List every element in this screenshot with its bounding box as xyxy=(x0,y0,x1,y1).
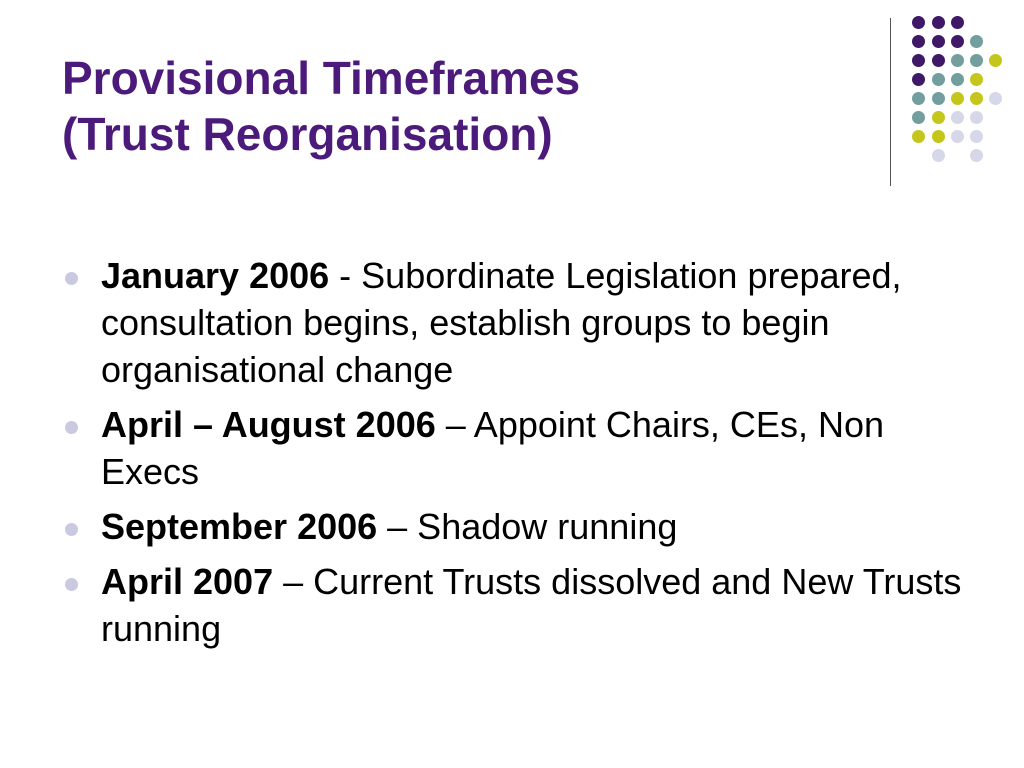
decorative-dot xyxy=(970,130,983,143)
decorative-dot xyxy=(932,54,945,67)
decorative-dot xyxy=(912,130,925,143)
bullet-icon xyxy=(65,272,78,285)
decorative-dot xyxy=(932,130,945,143)
decorative-dot xyxy=(970,54,983,67)
decorative-dot xyxy=(951,35,964,48)
decorative-dot xyxy=(932,149,945,162)
decorative-dot xyxy=(951,130,964,143)
decorative-dot xyxy=(970,111,983,124)
bullet-icon xyxy=(65,578,78,591)
decorative-dot-grid xyxy=(0,0,1024,200)
bullet-text: – Current Trusts dissolved and New Trusts running xyxy=(101,561,962,649)
bullet-item xyxy=(62,558,962,652)
decorative-dot xyxy=(970,149,983,162)
bullet-text: – Shadow running xyxy=(377,506,678,547)
bullet-date: April 2007 xyxy=(101,561,274,602)
decorative-dot xyxy=(970,73,983,86)
decorative-dot xyxy=(932,111,945,124)
decorative-dot xyxy=(932,92,945,105)
decorative-dot xyxy=(932,35,945,48)
bullet-date: September 2006 xyxy=(101,506,378,547)
decorative-dot xyxy=(951,73,964,86)
decorative-dot xyxy=(970,35,983,48)
decorative-dot xyxy=(989,54,1002,67)
decorative-dot xyxy=(951,16,964,29)
decorative-dot xyxy=(912,92,925,105)
bullet-icon xyxy=(65,421,78,434)
bullet-item xyxy=(62,503,962,550)
slide-title-line-1: Provisional Timeframes xyxy=(62,52,581,104)
bullet-list xyxy=(62,252,962,660)
bullet-text: – Appoint Chairs, CEs, Non Execs xyxy=(101,404,884,492)
decorative-dot xyxy=(912,16,925,29)
decorative-dot xyxy=(951,92,964,105)
bullet-icon xyxy=(65,523,78,536)
decorative-dot xyxy=(932,16,945,29)
decorative-dot xyxy=(951,111,964,124)
bullet-item xyxy=(62,252,962,393)
slide-title-line-2: (Trust Reorganisation) xyxy=(62,108,553,160)
decorative-dot xyxy=(932,73,945,86)
bullet-item xyxy=(62,401,962,495)
decorative-dot xyxy=(951,54,964,67)
decorative-dot xyxy=(912,111,925,124)
decorative-dot xyxy=(970,92,983,105)
decorative-dot xyxy=(912,73,925,86)
bullet-date: January 2006 xyxy=(101,255,330,296)
decorative-dot xyxy=(912,54,925,67)
bullet-date: April – August 2006 xyxy=(101,404,436,445)
bullet-text: - Subordinate Legislation prepared, consultation begins, establish groups to begin organisational change xyxy=(101,255,902,390)
decorative-dot xyxy=(989,92,1002,105)
decorative-dot xyxy=(912,35,925,48)
